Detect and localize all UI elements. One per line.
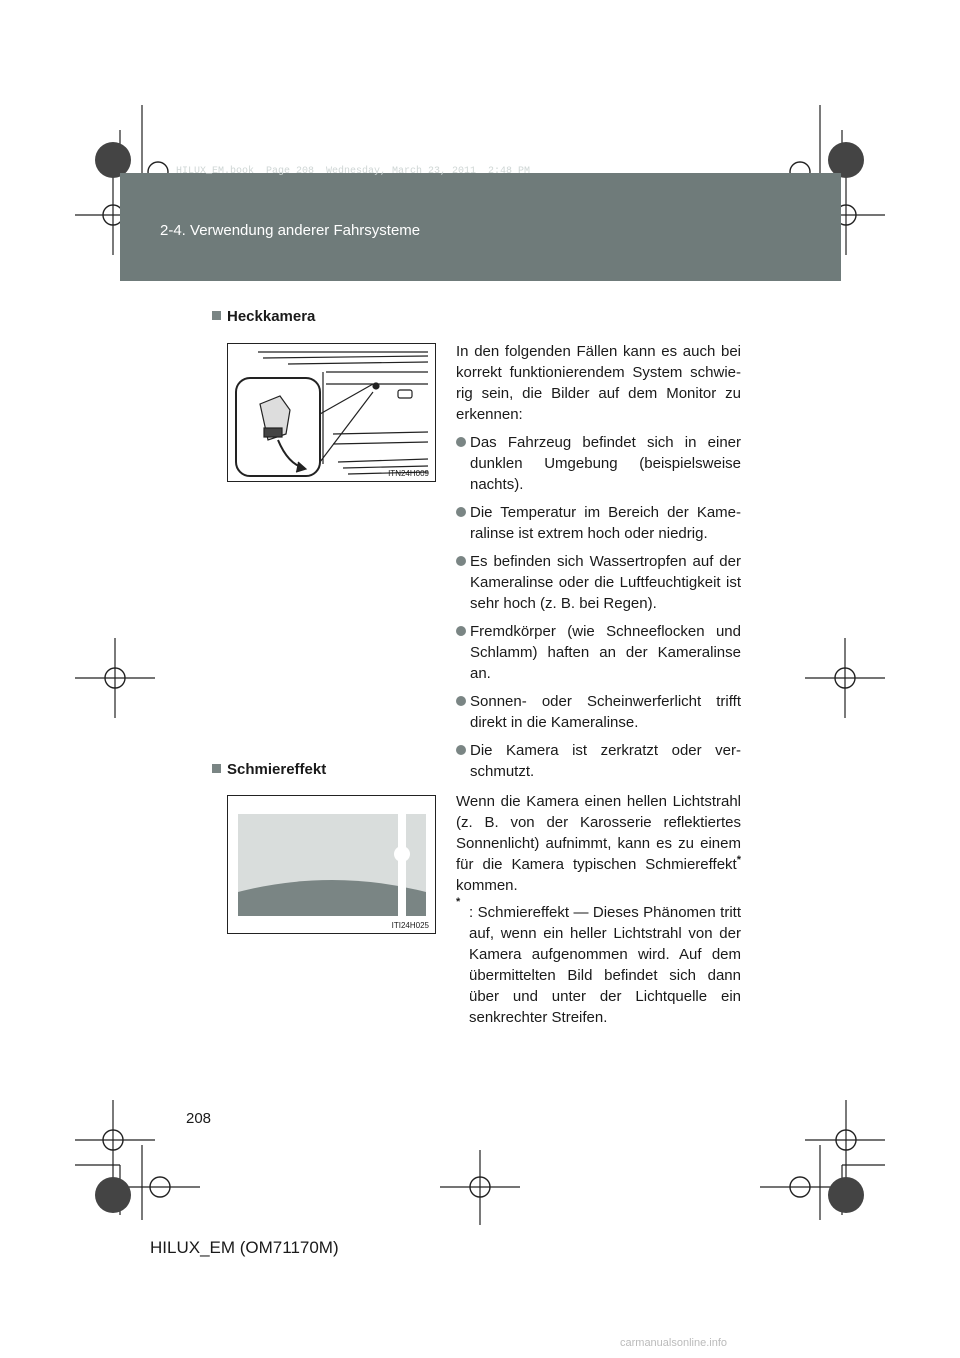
square-bullet-icon <box>212 311 221 320</box>
bullet-icon <box>456 626 466 636</box>
paragraph-intro: In den folgenden Fällen kann es auch bei korrekt funktionierendem System schwie-rig sein, die Bilder auf dem Monitor zu erkennen: <box>456 343 741 423</box>
footnote: * : Schmiereffekt — Dieses Phänomen tritt auf, wenn ein heller Lichtstrahl von der Kamera aufgenommen wird. Auf dem übermittelten Bild befindet sich dann über und unter der Lichtquelle ein senkrechter Streifen. <box>456 896 741 1026</box>
bullet-icon <box>456 696 466 706</box>
paragraph-intro: Wenn die Kamera einen hellen Lichtstrahl (z. B. von der Karosserie reflektiertes Sonnenlicht) aufnimmt, kann es zu einem für die Kamera typischen Schmiereffekt* kommen. <box>456 793 741 894</box>
figure-rear-camera <box>227 343 436 482</box>
section-text-heckkamera <box>456 341 741 782</box>
bullet-icon <box>456 437 466 447</box>
watermark: carmanualsonline.info <box>620 1337 728 1349</box>
list-item: Die Kamera ist zerkratzt oder ver-schmutzt. <box>456 740 741 782</box>
footnote-mark: * <box>736 854 741 866</box>
rear-camera-illustration <box>228 344 435 481</box>
bullet-icon <box>456 556 466 566</box>
smear-effect-illustration <box>228 796 435 933</box>
bullet-icon <box>456 745 466 755</box>
model-code: HILUX_EM (OM71170M) <box>150 1238 339 1257</box>
list-item: Fremdkörper (wie Schneeflocken und Schlamm) haften an der Kameralinse an. <box>456 621 741 684</box>
figure-code: ITN24H009 <box>388 469 429 478</box>
list-item: Sonnen- oder Scheinwerferlicht trifft direkt in die Kameralinse. <box>456 691 741 733</box>
book-info: HILUX_EM.book Page 208 Wednesday, March 23, 2011 2:48 PM <box>176 166 531 177</box>
section-heading-schmiereffekt: Schmiereffekt <box>212 761 326 778</box>
section-text-schmiereffekt <box>456 791 741 1028</box>
list-item: Das Fahrzeug befindet sich in einer dunklen Umgebung (beispielsweise nachts). <box>456 432 741 495</box>
chapter-title: 2-4. Verwendung anderer Fahrsysteme <box>160 222 421 239</box>
square-bullet-icon <box>212 764 221 773</box>
figure-code: ITI24H025 <box>391 921 429 930</box>
figure-smear-effect <box>227 795 436 934</box>
bullet-icon <box>456 507 466 517</box>
list-item: Es befinden sich Wassertropfen auf der Kameralinse oder die Luftfeuchtigkeit ist sehr hoch (z. B. bei Regen). <box>456 551 741 614</box>
page-number: 208 <box>186 1110 212 1127</box>
section-heading-heckkamera: Heckkamera <box>212 308 315 325</box>
list-item: Die Temperatur im Bereich der Kame-ralinse ist extrem hoch oder niedrig. <box>456 502 741 544</box>
